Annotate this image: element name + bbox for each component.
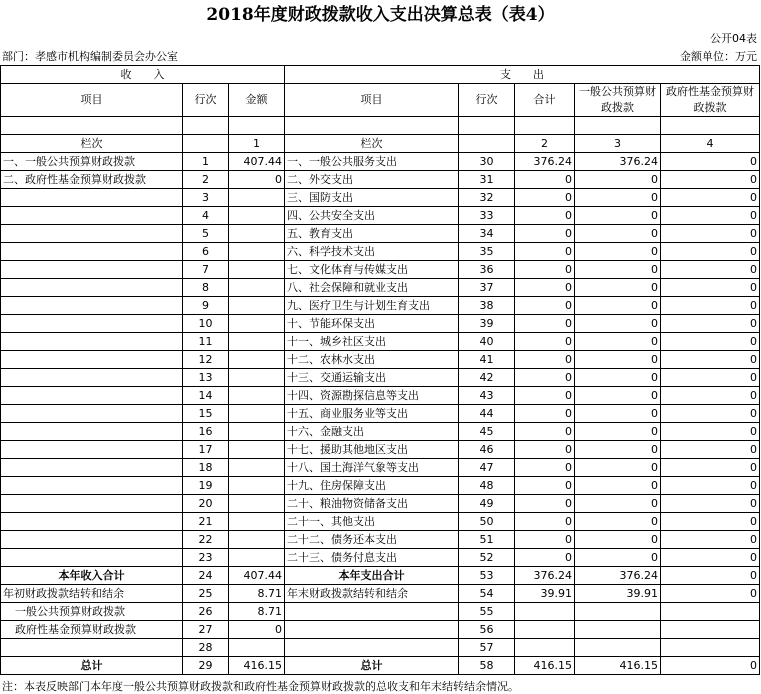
expense-line-no: 38 xyxy=(459,297,515,315)
income-line-no: 22 xyxy=(183,531,229,549)
expense-general-budget: 0 xyxy=(575,459,661,477)
expense-total: 0 xyxy=(515,315,575,333)
expense-general-budget: 0 xyxy=(575,189,661,207)
expense-general-budget: 0 xyxy=(575,297,661,315)
table-row xyxy=(1,171,760,189)
expense-line-no: 39 xyxy=(459,315,515,333)
income-amount xyxy=(229,369,285,387)
income-line-no: 18 xyxy=(183,459,229,477)
income-amount: 8.71 xyxy=(229,603,285,621)
income-amount xyxy=(229,279,285,297)
expense-general-budget: 0 xyxy=(575,279,661,297)
expense-item: 十五、商业服务业等支出 xyxy=(285,405,459,423)
income-line-no: 28 xyxy=(183,639,229,657)
expense-general-budget: 0 xyxy=(575,531,661,549)
expense-line-header: 行次 xyxy=(459,84,515,117)
expense-line-no: 57 xyxy=(459,639,515,657)
expense-general-budget: 0 xyxy=(575,225,661,243)
expense-line-no: 37 xyxy=(459,279,515,297)
table-row xyxy=(1,405,760,423)
expense-fund-budget: 0 xyxy=(661,153,760,171)
expense-general-budget: 0 xyxy=(575,405,661,423)
expense-item: 三、国防支出 xyxy=(285,189,459,207)
expense-line-no: 36 xyxy=(459,261,515,279)
expense-line-no: 45 xyxy=(459,423,515,441)
blank-cell xyxy=(183,135,229,153)
expense-general-budget: 376.24 xyxy=(575,567,661,585)
income-item xyxy=(1,369,183,387)
income-item xyxy=(1,549,183,567)
income-amount xyxy=(229,297,285,315)
income-item xyxy=(1,261,183,279)
expense-item: 十、节能环保支出 xyxy=(285,315,459,333)
budget-table xyxy=(0,65,760,675)
expense-line-no: 46 xyxy=(459,441,515,459)
expense-line-no: 51 xyxy=(459,531,515,549)
column-index-4: 4 xyxy=(661,135,760,153)
expense-line-no: 53 xyxy=(459,567,515,585)
income-line-no: 21 xyxy=(183,513,229,531)
income-item xyxy=(1,531,183,549)
blank-cell xyxy=(515,117,575,135)
expense-fund-budget: 0 xyxy=(661,189,760,207)
income-item: 年初财政拨款结转和结余 xyxy=(1,585,183,603)
expense-general-budget xyxy=(575,621,661,639)
blank-cell xyxy=(183,117,229,135)
blank-cell xyxy=(285,117,459,135)
income-line-no: 5 xyxy=(183,225,229,243)
table-row xyxy=(1,441,760,459)
column-index-3: 3 xyxy=(575,135,661,153)
income-amount: 0 xyxy=(229,621,285,639)
expense-general-budget: 0 xyxy=(575,171,661,189)
expense-general-budget: 0 xyxy=(575,351,661,369)
expense-line-no: 43 xyxy=(459,387,515,405)
expense-total: 0 xyxy=(515,495,575,513)
income-line-no: 1 xyxy=(183,153,229,171)
expense-total: 416.15 xyxy=(515,657,575,675)
expense-item: 十三、交通运输支出 xyxy=(285,369,459,387)
expense-fund-budget: 0 xyxy=(661,585,760,603)
expense-general-budget: 0 xyxy=(575,441,661,459)
expense-item: 十六、金融支出 xyxy=(285,423,459,441)
income-amount xyxy=(229,189,285,207)
income-line-no: 27 xyxy=(183,621,229,639)
income-item xyxy=(1,315,183,333)
income-item xyxy=(1,477,183,495)
income-amount xyxy=(229,495,285,513)
expense-item: 一、一般公共服务支出 xyxy=(285,153,459,171)
expense-total xyxy=(515,639,575,657)
income-amount xyxy=(229,261,285,279)
expense-fund-budget: 0 xyxy=(661,405,760,423)
income-amount xyxy=(229,441,285,459)
expense-header: 支 出 xyxy=(285,66,760,84)
expense-fund-budget: 0 xyxy=(661,567,760,585)
expense-line-no: 54 xyxy=(459,585,515,603)
expense-fund-budget: 0 xyxy=(661,279,760,297)
income-amount: 8.71 xyxy=(229,585,285,603)
column-index-1: 1 xyxy=(229,135,285,153)
blank-cell xyxy=(459,117,515,135)
expense-item: 五、教育支出 xyxy=(285,225,459,243)
footnote: 注：本表反映部门本年度一般公共预算财政拨款和政府性基金预算财政拨款的总收支和年末结转结余情况。 xyxy=(2,680,519,693)
income-line-no: 2 xyxy=(183,171,229,189)
income-amount xyxy=(229,225,285,243)
income-amount xyxy=(229,639,285,657)
expense-general-budget: 0 xyxy=(575,243,661,261)
table-row xyxy=(1,387,760,405)
income-item: 政府性基金预算财政拨款 xyxy=(1,621,183,639)
income-item xyxy=(1,297,183,315)
expense-general-budget xyxy=(575,639,661,657)
income-line-no: 26 xyxy=(183,603,229,621)
income-amount-header: 金额 xyxy=(229,84,285,117)
income-item xyxy=(1,279,183,297)
blank-cell xyxy=(1,117,183,135)
income-header: 收 入 xyxy=(1,66,285,84)
expense-item: 七、文化体育与传媒支出 xyxy=(285,261,459,279)
expense-total: 39.91 xyxy=(515,585,575,603)
report-title: 2018年度财政拨款收入支出决算总表（表4） xyxy=(206,5,555,25)
expense-total: 0 xyxy=(515,405,575,423)
blank-cell xyxy=(229,117,285,135)
income-line-no: 20 xyxy=(183,495,229,513)
income-item xyxy=(1,423,183,441)
expense-fund-budget: 0 xyxy=(661,243,760,261)
income-line-no: 8 xyxy=(183,279,229,297)
expense-item-header: 项目 xyxy=(285,84,459,117)
expense-general-budget: 0 xyxy=(575,333,661,351)
income-line-no: 29 xyxy=(183,657,229,675)
form-number: 公开04表 xyxy=(710,32,757,45)
expense-fund-budget: 0 xyxy=(661,495,760,513)
income-line-no: 25 xyxy=(183,585,229,603)
expense-total xyxy=(515,621,575,639)
expense-total: 0 xyxy=(515,225,575,243)
income-line-no: 17 xyxy=(183,441,229,459)
expense-total: 0 xyxy=(515,387,575,405)
expense-general-budget: 0 xyxy=(575,207,661,225)
column-index-label-left: 栏次 xyxy=(1,135,183,153)
table-row xyxy=(1,369,760,387)
income-item xyxy=(1,387,183,405)
expense-line-no: 32 xyxy=(459,189,515,207)
expense-item: 二十一、其他支出 xyxy=(285,513,459,531)
expense-item: 十一、城乡社区支出 xyxy=(285,333,459,351)
income-item: 本年收入合计 xyxy=(1,567,183,585)
expense-total: 376.24 xyxy=(515,153,575,171)
income-line-no: 4 xyxy=(183,207,229,225)
expense-fund-budget: 0 xyxy=(661,477,760,495)
expense-line-no: 50 xyxy=(459,513,515,531)
income-item: 一、一般公共预算财政拨款 xyxy=(1,153,183,171)
expense-total: 376.24 xyxy=(515,567,575,585)
table-row xyxy=(1,351,760,369)
income-amount xyxy=(229,459,285,477)
expense-line-no: 34 xyxy=(459,225,515,243)
expense-total: 0 xyxy=(515,369,575,387)
expense-fund-budget: 0 xyxy=(661,171,760,189)
income-amount xyxy=(229,405,285,423)
expense-line-no: 56 xyxy=(459,621,515,639)
income-item xyxy=(1,441,183,459)
expense-total: 0 xyxy=(515,243,575,261)
income-line-no: 23 xyxy=(183,549,229,567)
income-amount xyxy=(229,513,285,531)
expense-fund-budget: 0 xyxy=(661,333,760,351)
expense-line-no: 48 xyxy=(459,477,515,495)
income-amount xyxy=(229,243,285,261)
table-row xyxy=(1,513,760,531)
expense-total: 0 xyxy=(515,333,575,351)
income-line-no: 13 xyxy=(183,369,229,387)
expense-line-no: 35 xyxy=(459,243,515,261)
income-amount xyxy=(229,549,285,567)
income-item: 一般公共预算财政拨款 xyxy=(1,603,183,621)
table-row xyxy=(1,243,760,261)
expense-fund-budget: 0 xyxy=(661,261,760,279)
expense-general-budget: 0 xyxy=(575,387,661,405)
expense-fund-budget xyxy=(661,603,760,621)
expense-item: 二十三、债务付息支出 xyxy=(285,549,459,567)
income-amount xyxy=(229,477,285,495)
expense-total: 0 xyxy=(515,171,575,189)
carry-row xyxy=(1,603,760,621)
expense-item: 十四、资源勘探信息等支出 xyxy=(285,387,459,405)
carry-row xyxy=(1,639,760,657)
income-line-no: 16 xyxy=(183,423,229,441)
expense-line-no: 33 xyxy=(459,207,515,225)
expense-general-budget: 0 xyxy=(575,423,661,441)
expense-general-budget: 416.15 xyxy=(575,657,661,675)
department-label: 部门：孝感市机构编制委员会办公室 xyxy=(2,50,178,63)
income-line-no: 9 xyxy=(183,297,229,315)
expense-line-no: 55 xyxy=(459,603,515,621)
income-amount xyxy=(229,387,285,405)
income-line-no: 10 xyxy=(183,315,229,333)
table-row xyxy=(1,495,760,513)
income-item xyxy=(1,405,183,423)
expense-total: 0 xyxy=(515,423,575,441)
income-amount: 416.15 xyxy=(229,657,285,675)
expense-item xyxy=(285,603,459,621)
blank-cell xyxy=(575,117,661,135)
expense-line-no: 30 xyxy=(459,153,515,171)
expense-fund-budget: 0 xyxy=(661,459,760,477)
income-item xyxy=(1,513,183,531)
expense-total-header: 合计 xyxy=(515,84,575,117)
expense-general-budget: 0 xyxy=(575,315,661,333)
expense-total: 0 xyxy=(515,207,575,225)
income-item xyxy=(1,207,183,225)
income-item xyxy=(1,225,183,243)
table-row xyxy=(1,261,760,279)
income-amount: 0 xyxy=(229,171,285,189)
expense-general-budget xyxy=(575,603,661,621)
expense-item: 十二、农林水支出 xyxy=(285,351,459,369)
income-item xyxy=(1,459,183,477)
expense-line-no: 52 xyxy=(459,549,515,567)
expense-general-budget: 39.91 xyxy=(575,585,661,603)
income-amount xyxy=(229,531,285,549)
expense-fund-budget: 0 xyxy=(661,387,760,405)
expense-total: 0 xyxy=(515,549,575,567)
expense-item: 二十二、债务还本支出 xyxy=(285,531,459,549)
income-item: 总计 xyxy=(1,657,183,675)
income-line-no: 24 xyxy=(183,567,229,585)
income-item xyxy=(1,639,183,657)
expense-general-budget: 0 xyxy=(575,549,661,567)
income-item: 二、政府性基金预算财政拨款 xyxy=(1,171,183,189)
table-row xyxy=(1,207,760,225)
expense-fund-budget: 0 xyxy=(661,549,760,567)
expense-total: 0 xyxy=(515,297,575,315)
expense-line-no: 41 xyxy=(459,351,515,369)
expense-line-no: 31 xyxy=(459,171,515,189)
income-line-no: 6 xyxy=(183,243,229,261)
expense-fund-budget xyxy=(661,639,760,657)
income-item-header: 项目 xyxy=(1,84,183,117)
expense-item: 八、社会保障和就业支出 xyxy=(285,279,459,297)
income-amount xyxy=(229,207,285,225)
income-item xyxy=(1,243,183,261)
fund-budget-header: 政府性基金预算财政拨款 xyxy=(661,84,760,117)
expense-total: 0 xyxy=(515,279,575,297)
table-row xyxy=(1,423,760,441)
expense-fund-budget: 0 xyxy=(661,351,760,369)
expense-line-no: 44 xyxy=(459,405,515,423)
column-index-label-right: 栏次 xyxy=(285,135,459,153)
income-amount: 407.44 xyxy=(229,153,285,171)
expense-total: 0 xyxy=(515,261,575,279)
expense-general-budget: 0 xyxy=(575,513,661,531)
table-row xyxy=(1,153,760,171)
expense-line-no: 42 xyxy=(459,369,515,387)
table-row xyxy=(1,549,760,567)
expense-total: 0 xyxy=(515,531,575,549)
income-line-no: 12 xyxy=(183,351,229,369)
expense-item: 九、医疗卫生与计划生育支出 xyxy=(285,297,459,315)
subtotal-row xyxy=(1,567,760,585)
income-line-no: 11 xyxy=(183,333,229,351)
expense-line-no: 47 xyxy=(459,459,515,477)
expense-item: 年末财政拨款结转和结余 xyxy=(285,585,459,603)
income-item xyxy=(1,189,183,207)
expense-fund-budget: 0 xyxy=(661,297,760,315)
income-line-no: 15 xyxy=(183,405,229,423)
expense-total: 0 xyxy=(515,477,575,495)
table-row xyxy=(1,189,760,207)
expense-item xyxy=(285,621,459,639)
expense-item: 十七、援助其他地区支出 xyxy=(285,441,459,459)
expense-general-budget: 0 xyxy=(575,477,661,495)
expense-item: 六、科学技术支出 xyxy=(285,243,459,261)
income-line-no: 3 xyxy=(183,189,229,207)
expense-total: 0 xyxy=(515,351,575,369)
income-line-no: 7 xyxy=(183,261,229,279)
expense-line-no: 40 xyxy=(459,333,515,351)
expense-fund-budget: 0 xyxy=(661,441,760,459)
expense-item: 总计 xyxy=(285,657,459,675)
income-line-no: 19 xyxy=(183,477,229,495)
expense-fund-budget: 0 xyxy=(661,207,760,225)
column-index-2: 2 xyxy=(515,135,575,153)
carry-row xyxy=(1,585,760,603)
table-row xyxy=(1,477,760,495)
expense-total xyxy=(515,603,575,621)
expense-fund-budget: 0 xyxy=(661,225,760,243)
expense-item: 四、公共安全支出 xyxy=(285,207,459,225)
grand-total-row xyxy=(1,657,760,675)
table-row xyxy=(1,333,760,351)
general-budget-header: 一般公共预算财政拨款 xyxy=(575,84,661,117)
table-row xyxy=(1,225,760,243)
table-row xyxy=(1,297,760,315)
expense-line-no: 58 xyxy=(459,657,515,675)
income-amount: 407.44 xyxy=(229,567,285,585)
expense-item: 本年支出合计 xyxy=(285,567,459,585)
expense-total: 0 xyxy=(515,513,575,531)
expense-general-budget: 0 xyxy=(575,261,661,279)
blank-cell xyxy=(459,135,515,153)
income-amount xyxy=(229,315,285,333)
expense-fund-budget: 0 xyxy=(661,657,760,675)
expense-fund-budget: 0 xyxy=(661,423,760,441)
expense-general-budget: 0 xyxy=(575,369,661,387)
income-item xyxy=(1,495,183,513)
income-line-header: 行次 xyxy=(183,84,229,117)
income-amount xyxy=(229,423,285,441)
expense-fund-budget xyxy=(661,621,760,639)
expense-fund-budget: 0 xyxy=(661,513,760,531)
income-item xyxy=(1,351,183,369)
expense-item: 十九、住房保障支出 xyxy=(285,477,459,495)
table-row xyxy=(1,279,760,297)
income-amount xyxy=(229,351,285,369)
expense-fund-budget: 0 xyxy=(661,315,760,333)
expense-total: 0 xyxy=(515,189,575,207)
expense-line-no: 49 xyxy=(459,495,515,513)
expense-fund-budget: 0 xyxy=(661,369,760,387)
expense-item: 二、外交支出 xyxy=(285,171,459,189)
table-row xyxy=(1,315,760,333)
expense-item xyxy=(285,639,459,657)
expense-fund-budget: 0 xyxy=(661,531,760,549)
expense-general-budget: 0 xyxy=(575,495,661,513)
expense-item: 十八、国土海洋气象等支出 xyxy=(285,459,459,477)
blank-cell xyxy=(661,117,760,135)
income-item xyxy=(1,333,183,351)
income-amount xyxy=(229,333,285,351)
carry-row xyxy=(1,621,760,639)
table-row xyxy=(1,531,760,549)
expense-general-budget: 376.24 xyxy=(575,153,661,171)
expense-total: 0 xyxy=(515,459,575,477)
expense-total: 0 xyxy=(515,441,575,459)
table-row xyxy=(1,459,760,477)
income-line-no: 14 xyxy=(183,387,229,405)
expense-item: 二十、粮油物资储备支出 xyxy=(285,495,459,513)
unit-label: 金额单位：万元 xyxy=(680,50,757,63)
